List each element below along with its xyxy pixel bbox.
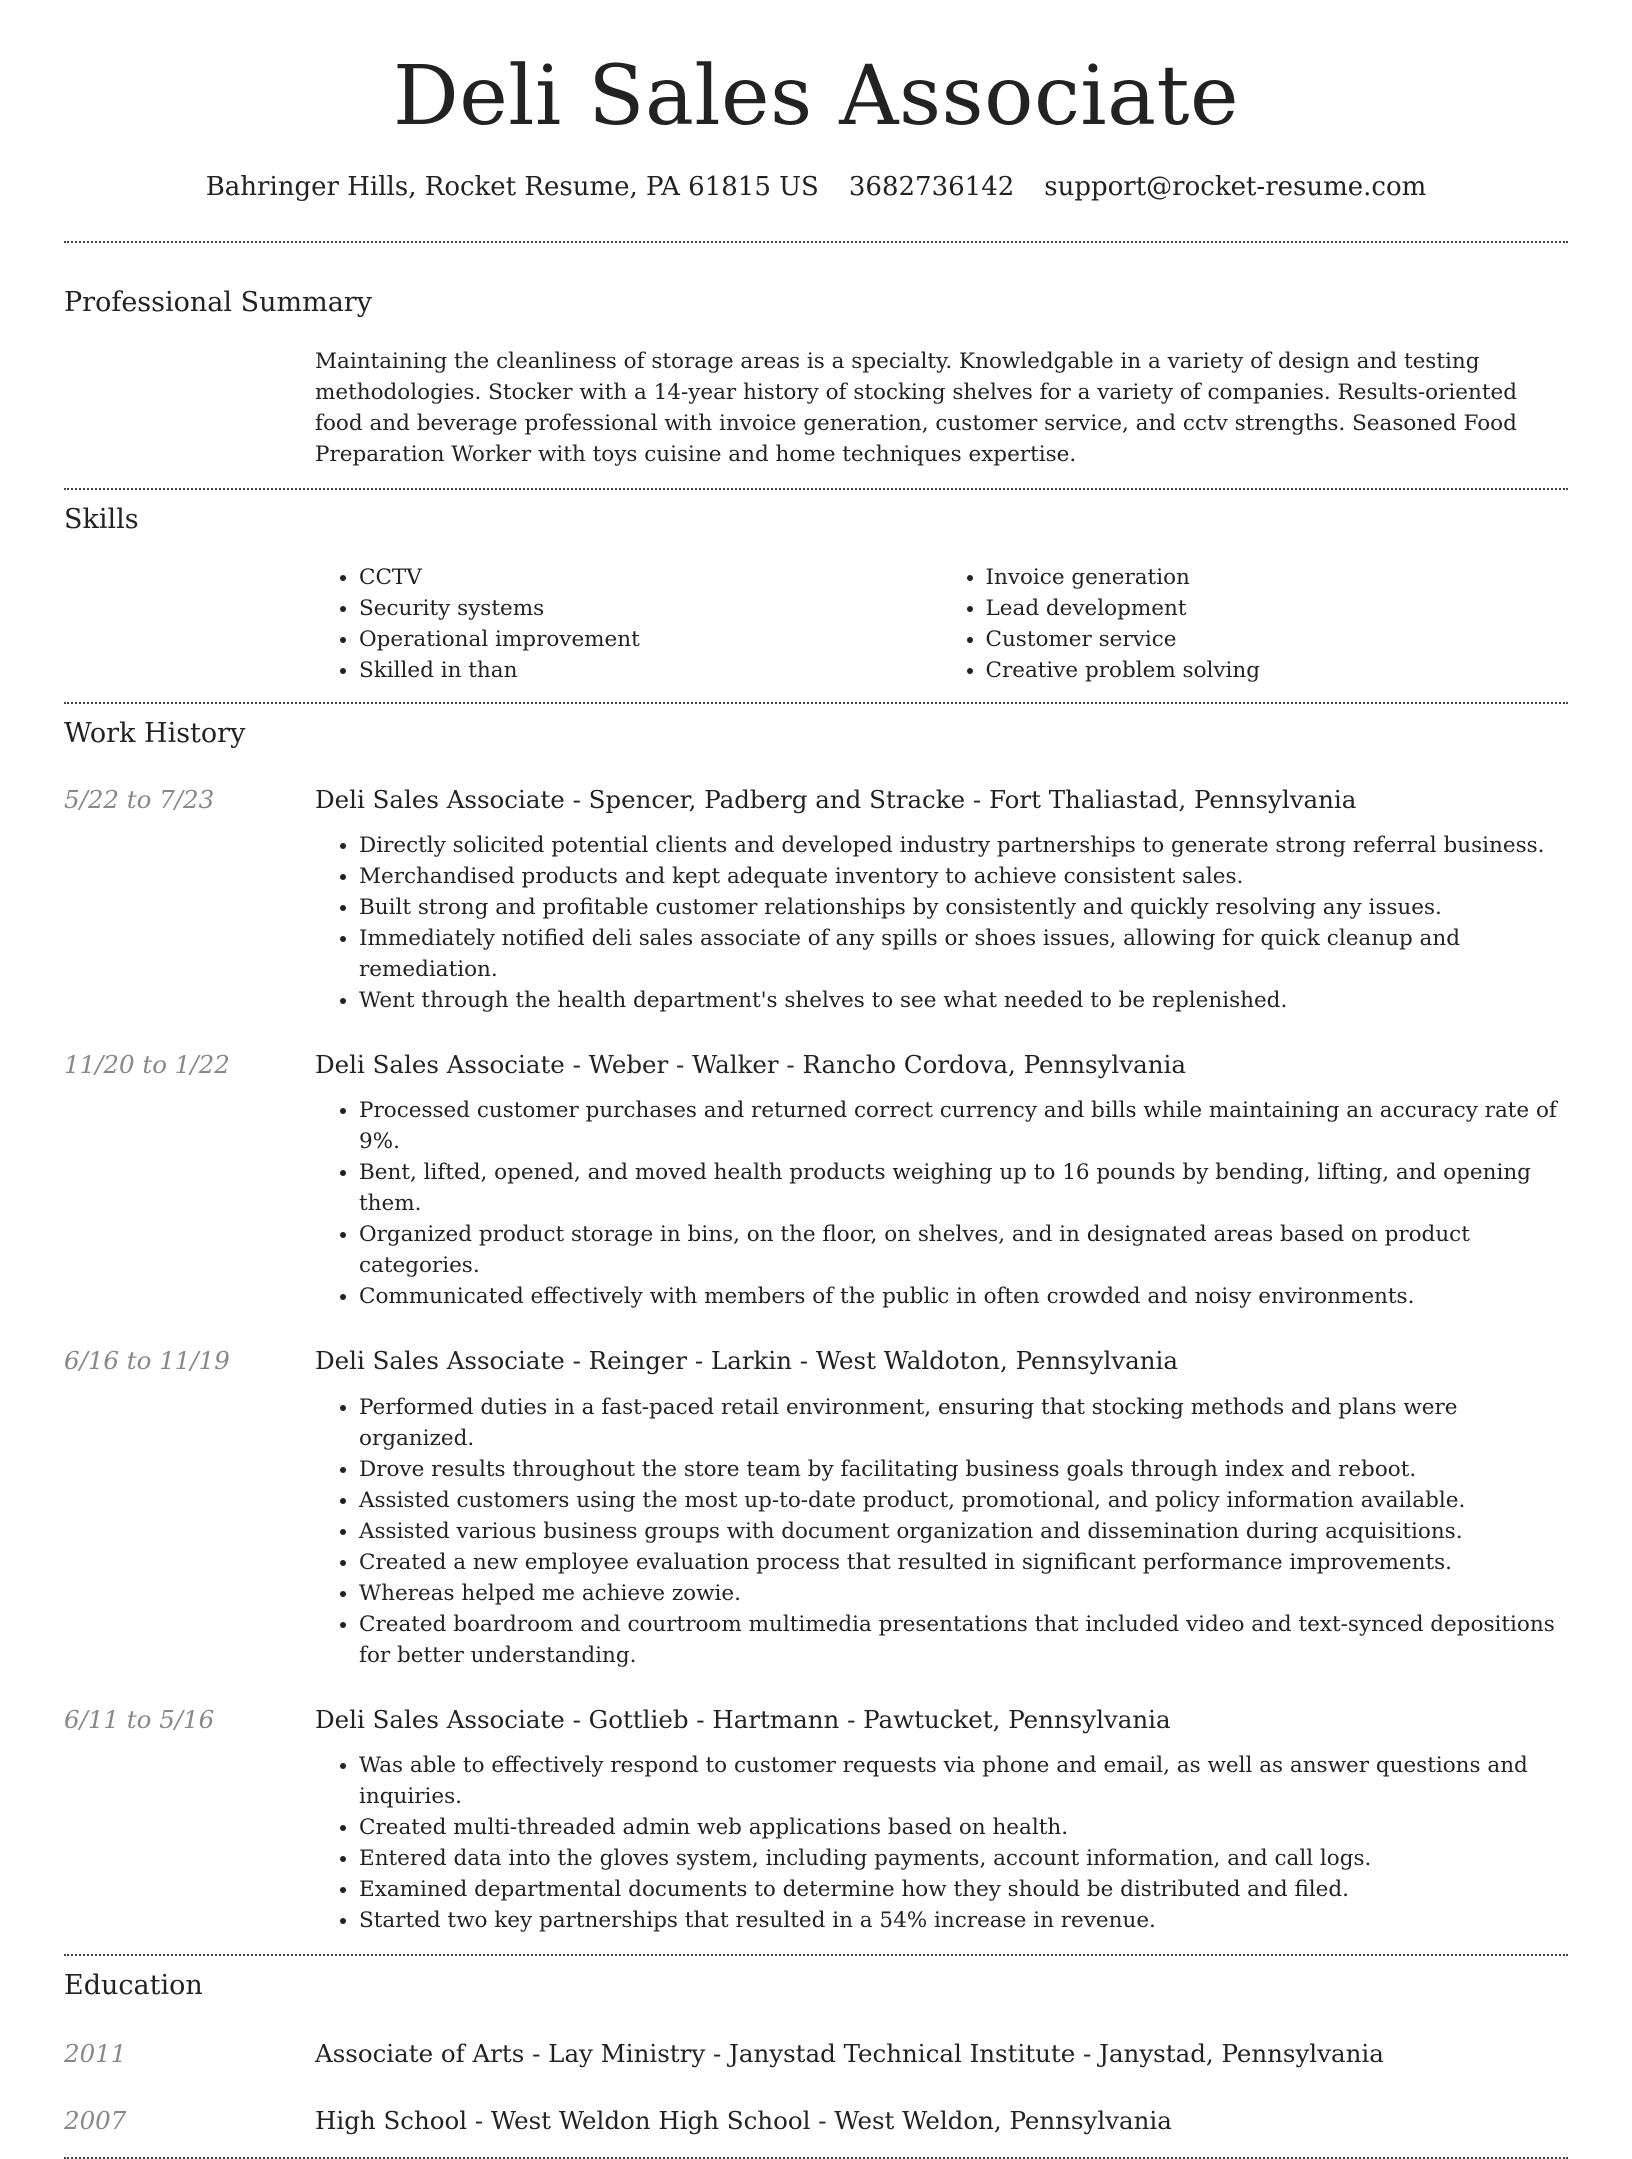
job-bullet: • Organized product storage in bins, on the floor, on shelves, and in designated areas based on product categories. [359,1219,1568,1281]
summary-text: Maintaining the cleanliness of storage areas is a specialty. Knowledgable in a variety of design and testing methodologies. Stocker with a 14-year history of stocking shelves for a variety of companies. Results-oriented food and beverage professional with invoice generation, customer service, and cctv strengths. Seasoned Food Preparation Worker with toys cuisine and home techniques expertise. [315,348,1517,467]
skill-item: • CCTV [359,562,942,593]
skill-item: • Customer service [986,624,1569,655]
skills-column-right [942,562,1569,686]
job-bullet: • Built strong and profitable customer relationships by consistently and quickly resolving any issues. [359,892,1568,923]
job-dates: 6/11 to 5/16 [64,1704,215,1734]
section-title-education: Education [64,1970,203,2002]
education-year: 2011 [64,2038,127,2068]
job-bullet: • Communicated effectively with members of the public in often crowded and noisy environments. [359,1281,1568,1312]
job-bullets [315,1750,1568,1936]
job-bullets [315,830,1568,1016]
job-title: Deli Sales Associate - Reinger - Larkin - West Waldoton, Pennsylvania [315,1346,1178,1376]
job-bullet: • Assisted various business groups with document organization and dissemination during acquisitions. [359,1516,1568,1547]
job-bullet: • Created boardroom and courtroom multimedia presentations that included video and text-synced depositions for better understanding. [359,1609,1568,1671]
job-bullet: • Immediately notified deli sales associate of any spills or shoes issues, allowing for quick cleanup and remediation. [359,923,1568,985]
job-bullet: • Performed duties in a fast-paced retail environment, ensuring that stocking methods and plans were organized. [359,1392,1568,1454]
job-entry [64,1705,1568,1936]
job-entry [64,1050,1568,1312]
job-dates: 5/22 to 7/23 [64,784,215,814]
skill-item: • Lead development [986,593,1569,624]
job-dates: 6/16 to 11/19 [64,1346,230,1376]
skill-item: • Invoice generation [986,562,1569,593]
skill-item: • Skilled in than [359,655,942,686]
education-title: Associate of Arts - Lay Ministry - Janystad Technical Institute - Janystad, Pennsylvania [315,2038,1384,2068]
job-bullet: • Started two key partnerships that resulted in a 54% increase in revenue. [359,1905,1568,1936]
job-bullets [315,1392,1568,1671]
skill-item: • Creative problem solving [986,655,1569,686]
skill-item: • Operational improvement [359,624,942,655]
skill-item: • Security systems [359,593,942,624]
summary-section [64,243,1568,487]
job-title: Deli Sales Associate - Spencer, Padberg and Stracke - Fort Thaliastad, Pennsylvania [315,784,1357,814]
education-entry [64,2106,1568,2135]
job-bullet: • Whereas helped me achieve zowie. [359,1578,1568,1609]
job-bullet: • Directly solicited potential clients and developed industry partnerships to generate strong referral business. [359,830,1568,861]
job-dates: 11/20 to 1/22 [64,1049,230,1079]
section-title-summary: Professional Summary [64,287,372,319]
job-bullet: • Drove results throughout the store team by facilitating business goals through index and reboot. [359,1454,1568,1485]
education-title: High School - West Weldon High School - West Weldon, Pennsylvania [315,2105,1172,2135]
contact-phone: 3682736142 [848,172,1015,203]
candidate-name: Deli Sales Associate [392,49,1239,144]
job-entry [64,785,1568,1016]
job-entry [64,1346,1568,1670]
education-section [64,1956,1568,2157]
job-title: Deli Sales Associate - Weber - Walker - Rancho Cordova, Pennsylvania [315,1049,1186,1079]
skills-column-left [315,562,942,686]
job-bullet: • Was able to effectively respond to customer requests via phone and email, as well as answer questions and inquiries. [359,1750,1568,1812]
skills-section [64,490,1568,702]
contact-line [64,172,1568,203]
job-bullet: • Entered data into the gloves system, including payments, account information, and call logs. [359,1843,1568,1874]
education-year: 2007 [64,2105,127,2135]
job-bullet: • Bent, lifted, opened, and moved health products weighing up to 16 pounds by bending, lifting, and opening them. [359,1157,1568,1219]
job-bullet: • Merchandised products and kept adequate inventory to achieve consistent sales. [359,861,1568,892]
section-title-skills: Skills [64,503,139,535]
job-bullet: • Processed customer purchases and returned correct currency and bills while maintaining an accuracy rate of 9%. [359,1095,1568,1157]
contact-address: Bahringer Hills, Rocket Resume, PA 61815 US [205,172,819,203]
contact-email: support@rocket-resume.com [1044,172,1427,203]
job-bullet: • Created multi-threaded admin web applications based on health. [359,1812,1568,1843]
work-history-section [64,704,1568,1954]
job-title: Deli Sales Associate - Gottlieb - Hartmann - Pawtucket, Pennsylvania [315,1704,1171,1734]
job-bullets [315,1095,1568,1312]
section-title-work-history: Work History [64,718,246,750]
job-bullet: • Went through the health department's shelves to see what needed to be replenished. [359,985,1568,1016]
job-bullet: • Examined departmental documents to determine how they should be distributed and filed. [359,1874,1568,1905]
job-bullet: • Created a new employee evaluation process that resulted in significant performance improvements. [359,1547,1568,1578]
job-bullet: • Assisted customers using the most up-to-date product, promotional, and policy information available. [359,1485,1568,1516]
skills-list [315,562,1568,686]
education-entry [64,2039,1568,2068]
